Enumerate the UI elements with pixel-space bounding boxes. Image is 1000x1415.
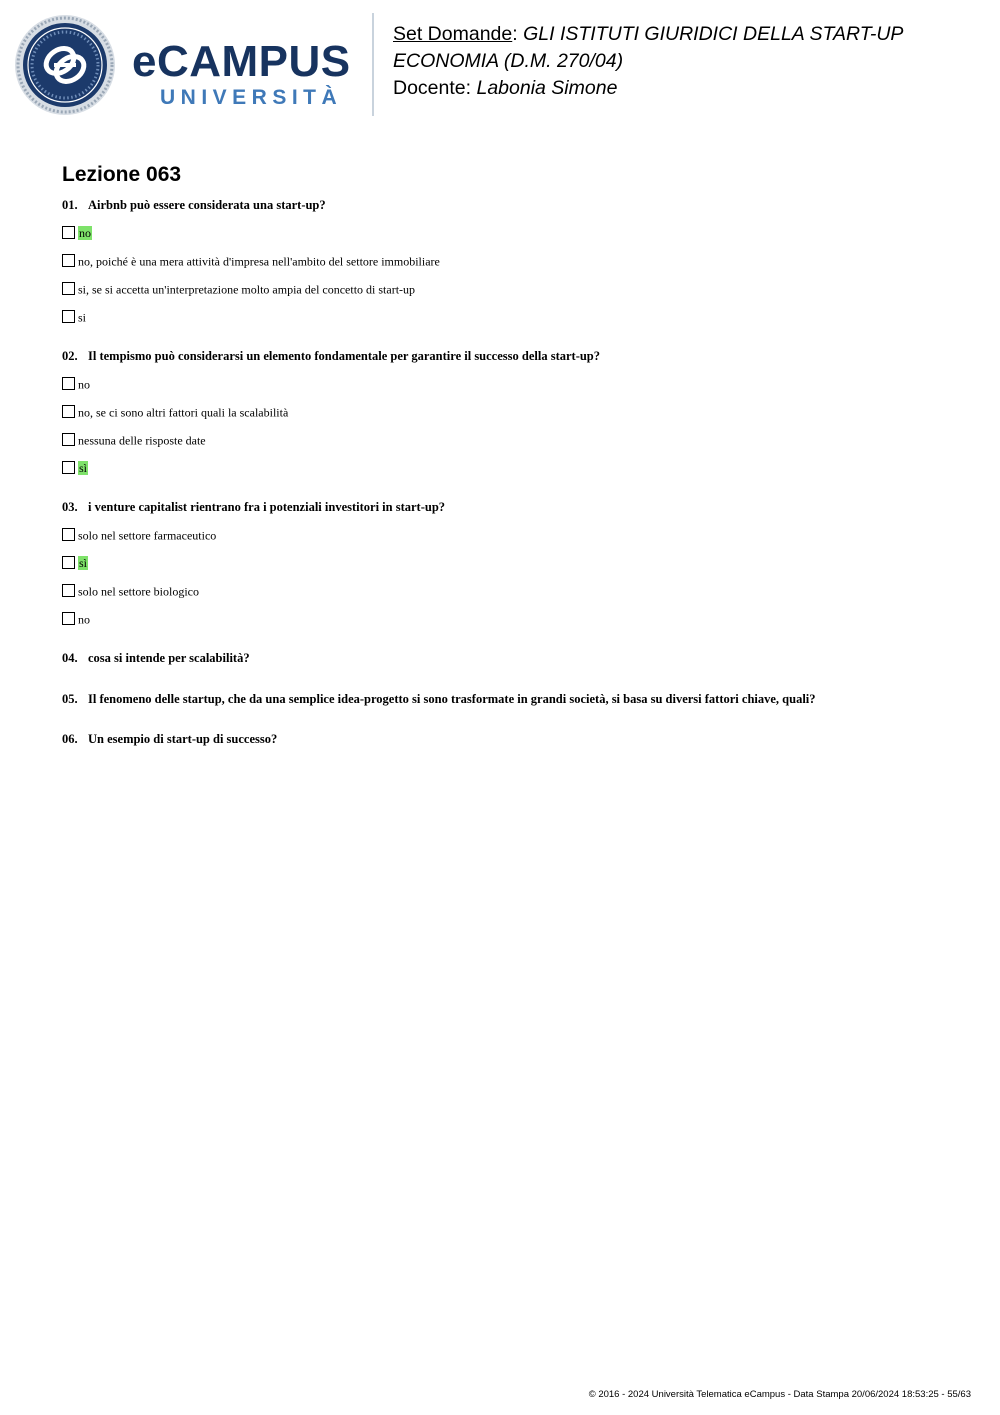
question-01 — [62, 197, 326, 213]
answer-option[interactable] — [62, 252, 440, 268]
docente-line — [393, 75, 983, 102]
option-text: solo nel settore farmaceutico — [78, 528, 217, 543]
question-03 — [62, 499, 445, 515]
answer-option[interactable] — [62, 554, 88, 570]
docente-label: Docente: — [393, 77, 472, 99]
checkbox[interactable] — [62, 282, 75, 295]
header-divider — [372, 13, 374, 116]
question-text: Airbnb può essere considerata una start-up? — [88, 198, 326, 212]
logo-wordmark: eCAMPUS — [132, 37, 351, 86]
checkbox[interactable] — [62, 433, 75, 446]
university-seal-logo — [14, 14, 116, 116]
checkbox[interactable] — [62, 528, 75, 541]
answer-option[interactable] — [62, 582, 199, 598]
question-text: Il tempismo può considerarsi un elemento fondamentale per garantire il successo della start-up? — [88, 349, 601, 363]
answer-option[interactable] — [62, 459, 88, 475]
question-number: 04. — [62, 651, 78, 665]
question-number: 06. — [62, 732, 78, 746]
option-text: no — [78, 377, 90, 392]
checkbox[interactable] — [62, 556, 75, 569]
answer-option[interactable] — [62, 610, 90, 626]
option-text: si — [78, 310, 87, 325]
option-text: no, se ci sono altri fattori quali la scalabilità — [78, 405, 289, 420]
checkbox[interactable] — [62, 584, 75, 597]
page-footer: © 2016 - 2024 Università Telematica eCampus - Data Stampa 20/06/2024 18:53:25 - 55/63 — [588, 1389, 971, 1400]
question-text: Il fenomeno delle startup, che da una semplice idea-progetto si sono trasformate in grandi società, si basa su diversi fattori chiave, quali? — [88, 692, 816, 706]
set-value: GLI ISTITUTI GIURIDICI DELLA START-UP — [523, 23, 904, 45]
docente-value: Labonia Simone — [476, 77, 618, 99]
option-text: si, se si accetta un'interpretazione molto ampia del concetto di start-up — [78, 282, 416, 297]
option-text: nessuna delle risposte date — [78, 433, 206, 448]
checkbox[interactable] — [62, 254, 75, 267]
option-text: no — [79, 226, 91, 241]
question-text: cosa si intende per scalabilità? — [88, 651, 250, 665]
checkbox[interactable] — [62, 405, 75, 418]
question-06 — [62, 731, 277, 747]
question-number: 05. — [62, 692, 78, 706]
answer-option[interactable] — [62, 431, 206, 447]
checkbox[interactable] — [62, 461, 75, 474]
option-text: sì — [79, 461, 88, 476]
answer-option[interactable] — [62, 308, 86, 324]
question-04 — [62, 650, 250, 666]
set-value-line2: ECONOMIA (D.M. 270/04) — [393, 50, 624, 72]
question-number: 01. — [62, 198, 78, 212]
set-line: Set Domande: GLI ISTITUTI GIURIDICI DELLA START-UP — [393, 23, 904, 45]
answer-option[interactable] — [62, 224, 92, 240]
checkbox[interactable] — [62, 226, 75, 239]
question-number: 02. — [62, 349, 78, 363]
set-label: Set Domande — [393, 23, 513, 45]
logo-subtitle: UNIVERSITÀ — [160, 86, 343, 109]
checkbox[interactable] — [62, 310, 75, 323]
answer-option[interactable] — [62, 375, 90, 391]
answer-option[interactable] — [62, 280, 415, 296]
option-text: sì — [79, 556, 88, 571]
answer-option[interactable] — [62, 526, 216, 542]
question-02 — [62, 348, 600, 364]
checkbox[interactable] — [62, 612, 75, 625]
page-header — [0, 0, 1000, 125]
answer-option[interactable] — [62, 403, 288, 419]
question-text: Un esempio di start-up di successo? — [88, 732, 278, 746]
lesson-title: Lezione 063 — [62, 163, 182, 186]
option-text: no, poiché è una mera attività d'impresa nell'ambito del settore immobiliare — [78, 254, 440, 269]
course-info — [393, 21, 983, 102]
option-text: no — [78, 612, 90, 627]
question-number: 03. — [62, 500, 78, 514]
checkbox[interactable] — [62, 377, 75, 390]
question-05 — [62, 691, 816, 707]
question-text: i venture capitalist rientrano fra i potenziali investitori in start-up? — [88, 500, 446, 514]
option-text: solo nel settore biologico — [78, 584, 199, 599]
